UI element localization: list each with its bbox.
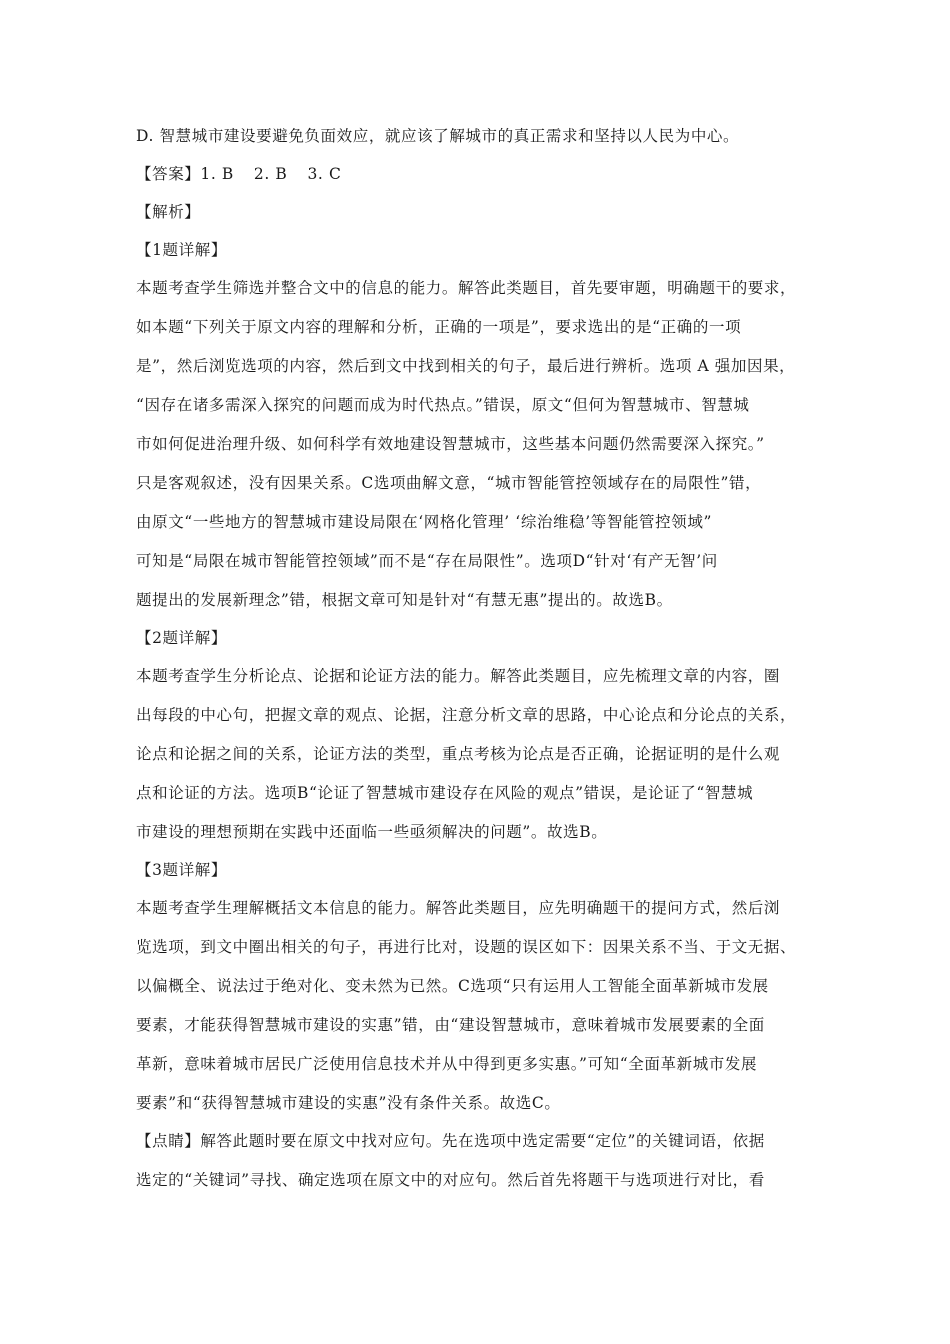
q3-line: 本题考查学生理解概括文本信息的能力。解答此类题目，应先明确题干的提问方式，然后浏 xyxy=(136,899,781,917)
document-body xyxy=(136,126,826,1190)
q1-line: “因存在诸多需深入探究的问题而成为时代热点。”错误，原文“但何为智慧城市、智慧城 xyxy=(136,396,750,414)
answer-item: 1. B xyxy=(200,165,234,183)
option-d-text: D. 智慧城市建设要避免负面效应，就应该了解城市的真正需求和坚持以人民为中心。 xyxy=(136,127,740,145)
q2-line: 论点和论据之间的关系，论证方法的类型，重点考核为论点是否正确，论据证明的是什么观 xyxy=(136,745,781,763)
answer-item: 3. C xyxy=(307,165,342,183)
q1-heading: 【1题详解】 xyxy=(136,241,227,259)
q3-line: 以偏概全、说法过于绝对化、变未然为已然。C选项“只有运用人工智能全面革新城市发展 xyxy=(136,977,769,995)
q2-heading: 【2题详解】 xyxy=(136,629,227,647)
q1-line: 题提出的发展新理念”错，根据文章可知是针对“有慧无惠”提出的。故选B。 xyxy=(136,591,673,609)
q3-line: 要素”和“获得智慧城市建设的实惠”没有条件关系。故选C。 xyxy=(136,1094,561,1112)
q1-line: 本题考查学生筛选并整合文中的信息的能力。解答此类题目，首先要审题，明确题干的要求， xyxy=(136,279,797,297)
q3-line: 要素，才能获得智慧城市建设的实惠”错，由“建设智慧城市，意味着城市发展要素的全面 xyxy=(136,1016,765,1034)
q2-line: 点和论证的方法。选项B“论证了智慧城市建设存在风险的观点”错误，是论证了“智慧城 xyxy=(136,784,754,802)
q1-line: 市如何促进治理升级、如何科学有效地建设智慧城市，这些基本问题仍然需要深入探究。” xyxy=(136,435,765,453)
answer-line xyxy=(136,164,826,184)
q1-line: 由原文“一些地方的智慧城市建设局限在‘网格化管理’ ‘综治维稳’等智能管控领域” xyxy=(136,513,712,531)
q2-line: 本题考查学生分析论点、论据和论证方法的能力。解答此类题目，应先梳理文章的内容，圈 xyxy=(136,667,781,685)
analysis-label: 【解析】 xyxy=(136,203,201,221)
q3-line: 览选项，到文中圈出相关的句子，再进行比对，设题的误区如下：因果关系不当、于文无据、 xyxy=(136,938,797,956)
q3-line: 革新，意味着城市居民广泛使用信息技术并从中得到更多实惠。”可知“全面革新城市发展 xyxy=(136,1055,758,1073)
q3-heading: 【3题详解】 xyxy=(136,861,227,879)
tip-line: 选定的“关键词”寻找、确定选项在原文中的对应句。然后首先将题干与选项进行对比，看 xyxy=(136,1171,765,1189)
q1-line: 如本题“下列关于原文内容的理解和分析，正确的一项是”，要求选出的是“正确的一项 xyxy=(136,318,742,336)
answer-label: 【答案】 xyxy=(136,165,201,183)
q1-line: 是”，然后浏览选项的内容，然后到文中找到相关的句子，最后进行辨析。选项 A 强加因果， xyxy=(136,357,796,375)
q1-line: 只是客观叙述，没有因果关系。C选项曲解文意，“城市智能管控领域存在的局限性”错， xyxy=(136,474,762,492)
answer-item: 2. B xyxy=(253,165,288,183)
q1-line: 可知是“局限在城市智能管控领域”而不是“存在局限性”。选项D“针对‘有产无智’问 xyxy=(136,552,718,570)
q2-line: 市建设的理想预期在实践中还面临一些亟须解决的问题”。故选B。 xyxy=(136,823,608,841)
q2-line: 出每段的中心句，把握文章的观点、论据，注意分析文章的思路，中心论点和分论点的关系， xyxy=(136,706,797,724)
tip-line: 【点睛】解答此题时要在原文中找对应句。先在选项中选定需要“定位”的关键词语，依据 xyxy=(136,1132,765,1150)
